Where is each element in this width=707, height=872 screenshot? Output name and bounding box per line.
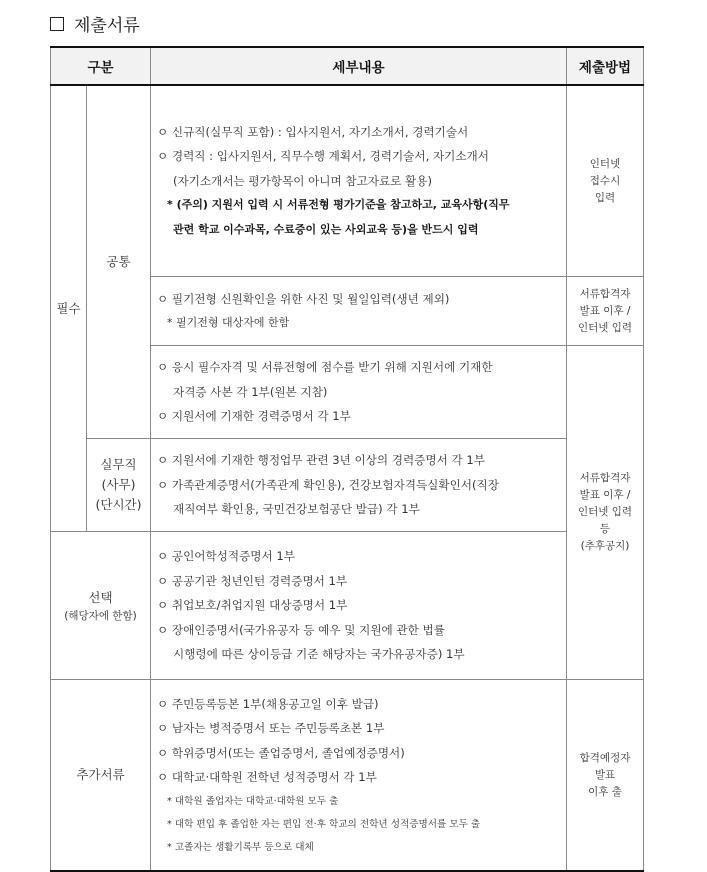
detail-line: ㅇ 남자는 병적증명서 또는 주민등록초본 1부 [157,721,385,735]
method-line: 이후 출 [588,785,622,798]
method-line: 발표 이후 / [579,304,631,317]
method-line: 인터넷 입력 [577,506,633,518]
method-line: 서류합격자 [579,287,631,300]
detail-line: ㅇ 대학교·대학원 전학년 성적증명서 각 1부 [157,770,377,784]
method-cell [567,680,644,872]
additional-label: 추가서류 [51,680,151,872]
detail-line: ㅇ 학위증명서(또는 졸업증명서, 졸업예정증명서) [157,745,405,760]
detail-line: ㅇ 공공기관 청년인턴 경력증명서 1부 [157,573,348,588]
optional-label [51,532,151,680]
required-label: 필수 [51,85,87,532]
method-line: 접수시 [589,174,621,187]
method-line: 입력 [594,191,616,204]
detail-line: (자기소개서는 평가항목이 아니며 참고자료로 활용) [173,173,432,188]
detail-line: ㅇ 응시 필수자격 및 서류전형에 점수를 받기 위해 지원서에 기재한 [157,360,493,375]
table-row [51,532,644,680]
detail-line: ㅇ 장애인증명서(국가유공자 등 예우 및 지원에 관한 법률 [157,622,445,637]
method-line: 인터넷 입력 [577,321,633,334]
method-line: 등 [599,523,611,535]
detail-note: * 고졸자는 생활기록부 등으로 대체 [167,841,314,853]
method-line: 발표 [594,768,616,781]
method-line: 합격예정자 [579,751,631,764]
header-category: 구분 [51,47,151,85]
label-line: (사무) [101,477,136,492]
detail-line: 시행령에 따른 상이등급 기준 해당자는 국가유공자증) 1부 [173,647,465,662]
detail-line: ㅇ 공인어학성적증명서 1부 [157,549,295,564]
table-row [51,439,644,532]
table-row [51,680,644,872]
method-line: (추후공지) [580,540,630,552]
detail-line: ㅇ 가족관계증명서(가족관계 확인용), 건강보험자격득실확인서(직장 [157,477,499,492]
section-title-text: 제출서류 [74,16,140,36]
notice-line: * (주의) 지원서 입력 시 서류전형 평가기준을 참고하고, 교육사항(직무 [167,198,510,212]
detail-line: ㅇ 지원서에 기재한 행정업무 관련 3년 이상의 경력증명서 각 1부 [157,453,485,468]
optional-sublabel: (해당자에 한함) [64,609,137,622]
method-line: 서류합격자 [579,472,631,484]
method-cell [567,277,644,346]
detail-line: ㅇ 신규직(실무직 포함) : 입사지원서, 자기소개서, 경력기술서 [157,124,469,139]
method-cell [567,85,644,277]
checkbox-square-icon [50,17,64,31]
detail-note: * 필기전형 대상자에 한함 [167,316,290,329]
common-block1 [151,85,567,277]
practical-label [87,439,151,532]
common-block2 [151,277,567,346]
label-line: 실무직 [100,457,137,472]
detail-line: ㅇ 경력직 : 입사지원서, 직무수행 계획서, 경력기술서, 자기소개서 [157,149,489,164]
documents-table [50,46,644,872]
detail-note: * 대학 편입 후 졸업한 자는 편입 전·후 학교의 전학년 성적증명서를 모두 출 [167,818,481,830]
header-method: 제출방법 [567,47,644,85]
optional-block [151,532,567,680]
method-cell [567,346,644,680]
section-title [50,11,140,36]
common-label: 공통 [87,85,151,439]
method-line: 발표 이후 / [579,489,631,501]
common-block3 [151,346,567,439]
practical-block [151,439,567,532]
label-line: (단시간) [95,497,142,512]
table-row [51,85,644,277]
notice-line: 관련 학교 이수과목, 수료증이 있는 사외교육 등)을 반드시 입력 [173,222,479,236]
optional-title: 선택 [88,589,113,605]
detail-line: ㅇ 필기전형 신원확인을 위한 사진 및 월일입력(생년 제외) [157,291,450,306]
detail-line: 자격증 사본 각 1부(원본 지참) [173,384,328,399]
header-detail: 세부내용 [151,47,567,85]
additional-block [151,680,567,872]
detail-line: 재직여부 확인용, 국민건강보험공단 발급) 각 1부 [173,502,420,517]
detail-line: ㅇ 취업보호/취업지원 대상증명서 1부 [157,598,348,613]
detail-note: * 대학원 졸업자는 대학교·대학원 모두 출 [167,795,339,807]
method-line: 인터넷 [589,157,621,170]
header-row [51,47,644,85]
detail-line: ㅇ 지원서에 기재한 경력증명서 각 1부 [157,409,351,424]
detail-line: ㅇ 주민등록등본 1부(채용공고일 이후 발급) [157,696,379,711]
